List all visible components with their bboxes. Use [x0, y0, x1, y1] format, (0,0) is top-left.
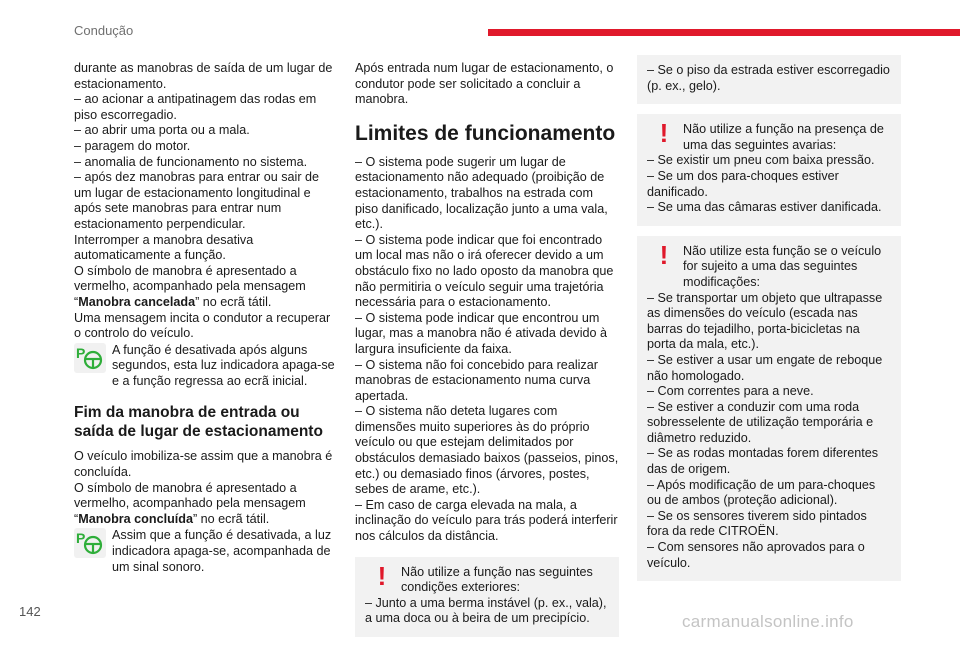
text-line: – anomalia de funcionamento no sistema.	[74, 154, 308, 169]
indicator-note-2	[74, 528, 336, 575]
warning-item: – Com sensores não aprovados para o veículo.	[647, 540, 865, 570]
text-line: – paragem do motor.	[74, 138, 191, 153]
warning-item: – Se uma das câmaras estiver danificada.	[647, 200, 882, 215]
section-title: Fim da manobra de entrada ou saída de lugar de estacionamento	[74, 404, 323, 441]
limit-item: – Em caso de carga elevada na mala, a inclinação do veículo para trás poderá interferir nos cálculos da distância.	[355, 497, 618, 544]
text-line: O veículo imobiliza-se assim que a manobra é concluída.	[74, 449, 333, 480]
indicator-note-1	[74, 343, 336, 390]
cancel-message: O símbolo de manobra é apresentado a vermelho, acompanhado pela mensagem “Manobra cancelada” no ecrã tátil.	[74, 263, 306, 309]
warning-item: – Com correntes para a neve.	[647, 384, 814, 399]
text-line: – ao acionar a antipatinagem das rodas em piso escorregadio.	[74, 92, 317, 122]
warning-item: – Se as rodas montadas forem diferentes das de origem.	[647, 446, 879, 477]
chapter-title: Condução	[74, 23, 134, 38]
limit-item: – O sistema não deteta lugares com dimensões muito superiores às do próprio veículo ou que estejam delimitados por obstáculos demasiado baixos (passeios, pinos, etc.) ou demasiado finos (árvores, postes, sebes de arame, etc.).	[355, 404, 619, 497]
chapter-accent-bar	[488, 29, 960, 36]
watermark: carmanualsonline.info	[682, 612, 854, 631]
text-line: durante as manobras de saída de um lugar de estacionamento.	[74, 61, 333, 91]
warning-item: – Se estiver a conduzir com uma roda sobresselente de utilização temporária e diâmetro reduzido.	[647, 399, 874, 445]
warning-item: – Se um dos para-choques estiver danificado.	[647, 168, 839, 199]
text-line: Uma mensagem incita o condutor a recuperar o controlo do veículo.	[74, 310, 331, 341]
limit-item: – O sistema pode indicar que foi encontrado um local mas não o irá oferecer devido a um obstáculo fixo no lado oposto da manobra que não permitiria o veículo seguir uma trajetória necessária para o estacionamento.	[355, 232, 614, 310]
text-line: – após dez manobras para entrar ou sair de um lugar de estacionamento longitudinal e após sete manobras para entrar num estacionamento perpendicular.	[74, 170, 320, 231]
page-number: 142	[19, 604, 41, 619]
exclamation-icon: !	[659, 118, 669, 149]
limit-item: – O sistema pode sugerir um lugar de estacionamento não adequado (proibição de estacionamento, trabalhos na estrada com piso danificado, localização junto a uma vala, etc.).	[355, 154, 608, 232]
warning-item: – Junto a uma berma instável (p. ex., vala), a uma doca ou à beira de um precipício.	[365, 595, 607, 626]
text-line: Após entrada num lugar de estacionamento, o condutor pode ser solicitado a concluir a manobra.	[355, 61, 614, 107]
warning-item: – Se existir um pneu com baixa pressão.	[647, 153, 875, 168]
exclamation-icon: !	[377, 560, 387, 591]
park-assist-steering-wheel-icon	[74, 528, 106, 558]
warning-heading: Não utilize a função nas seguintes condições exteriores:	[401, 564, 593, 595]
warning-heading: Não utilize a função na presença de uma das seguintes avarias:	[683, 122, 884, 152]
warning-item: – Se os sensores tiverem sido pintados fora da rede CITROËN.	[647, 508, 867, 539]
section-heading: Limites de funcionamento	[355, 121, 616, 145]
column-middle	[355, 61, 619, 647]
park-assist-steering-wheel-icon	[74, 343, 106, 373]
warning-box-faults	[637, 114, 901, 226]
warning-item: – Se estiver a usar um engate de reboque não homologado.	[647, 352, 883, 383]
warning-box-exterior	[355, 557, 619, 637]
svg-text:P: P	[76, 344, 86, 361]
exclamation-icon: !	[659, 239, 669, 270]
indicator-note-text: A função é desativada após alguns segundos, esta luz indicadora apaga-se e a função regressa ao ecrã inicial.	[112, 342, 335, 388]
limit-item: – O sistema não foi concebido para realizar manobras de estacionamento numa curva apertada.	[355, 357, 598, 403]
end-message: O símbolo de manobra é apresentado a vermelho, acompanhado pela mensagem “Manobra concluída” no ecrã tátil.	[74, 480, 306, 526]
column-left	[74, 61, 336, 575]
column-right	[637, 55, 901, 591]
text-line: – ao abrir uma porta ou a mala.	[74, 123, 250, 138]
note-item: – Se o piso da estrada estiver escorregadio (p. ex., gelo).	[647, 63, 890, 93]
limit-item: – O sistema pode indicar que encontrou um lugar, mas a manobra não é ativada devido à largura insuficiente da faixa.	[355, 310, 608, 356]
warning-item: – Após modificação de um para-choques ou de ambos (proteção adicional).	[647, 477, 876, 508]
warning-heading: Não utilize esta função se o veículo for sujeito a uma das seguintes modificações:	[683, 243, 882, 289]
svg-text:P: P	[76, 530, 86, 547]
warning-box-modifications	[637, 236, 901, 581]
text-line: Interromper a manobra desativa automaticamente a função.	[74, 232, 254, 263]
warning-item: – Se transportar um objeto que ultrapasse as dimensões do veículo (escada nas barras do tejadilho, porta-bicicletas na porta da mala, etc.).	[647, 290, 883, 352]
note-box-slippery	[637, 55, 901, 104]
indicator-note-text: Assim que a função é desativada, a luz indicadora apaga-se, acompanhada de um sinal sonoro.	[112, 528, 332, 574]
